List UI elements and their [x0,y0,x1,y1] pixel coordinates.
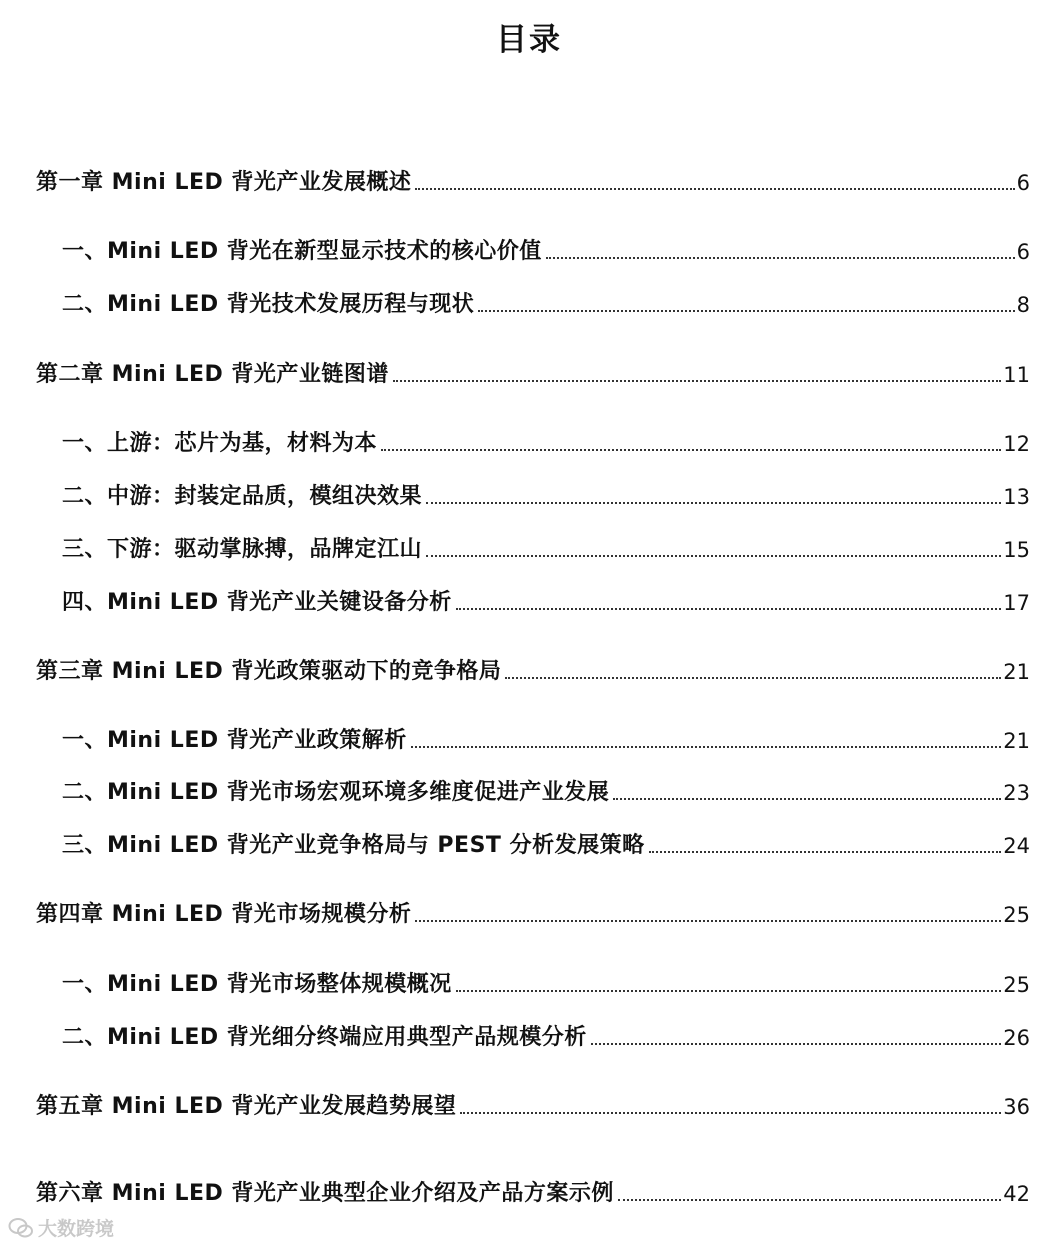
page-title: 目录 [496,22,562,58]
toc-page-number: 25 [1003,973,1030,997]
toc-page-number: 12 [1003,432,1030,456]
toc-chapter-entry[interactable] [36,1092,1030,1122]
wechat-logo-icon [8,1217,34,1239]
toc-entry-label: 一、Mini LED 背光市场整体规模概况 [62,972,452,997]
toc-entry-label: 第二章 Mini LED 背光产业链图谱 [36,362,389,387]
dot-leader [591,1043,1002,1045]
toc-entry-label: 二、Mini LED 背光技术发展历程与现状 [62,292,475,317]
toc-section-entry[interactable] [62,726,1030,756]
toc-chapter-entry[interactable] [36,360,1030,390]
dot-leader [613,798,1001,800]
watermark-text: 大数跨境 [38,1218,115,1240]
toc-chapter-entry[interactable] [36,168,1030,198]
toc-entry-label: 二、Mini LED 背光市场宏观环境多维度促进产业发展 [62,780,610,805]
toc-page-number: 8 [1016,293,1030,317]
toc-page-number: 42 [1003,1182,1030,1206]
dot-leader [426,555,1001,557]
watermark [8,1214,114,1241]
dot-leader [411,746,1002,748]
toc-page-number: 36 [1003,1095,1030,1119]
toc-section-entry[interactable] [62,1023,1030,1053]
dot-leader [393,380,1001,382]
dot-leader [478,310,1014,312]
toc-page-number: 23 [1003,781,1030,805]
toc-page-number: 21 [1003,660,1030,684]
toc-entry-label: 一、Mini LED 背光产业政策解析 [62,728,407,753]
toc-page-number: 11 [1003,363,1030,387]
toc-chapter-entry[interactable] [36,1179,1030,1209]
toc-entry-label: 三、下游：驱动掌脉搏，品牌定江山 [62,537,423,562]
toc-entry-label: 三、Mini LED 背光产业竞争格局与 PEST 分析发展策略 [62,833,645,858]
toc-section-entry[interactable] [62,778,1030,808]
toc-page-number: 26 [1003,1026,1030,1050]
toc-section-entry[interactable] [62,290,1030,320]
toc-entry-label: 二、Mini LED 背光细分终端应用典型产品规模分析 [62,1025,587,1050]
dot-leader [381,449,1001,451]
dot-leader [456,608,1002,610]
dot-leader [505,677,1001,679]
toc-entry-label: 第五章 Mini LED 背光产业发展趋势展望 [36,1094,457,1119]
dot-leader [649,851,1002,853]
toc-entry-label: 第三章 Mini LED 背光政策驱动下的竞争格局 [36,659,502,684]
toc-section-entry[interactable] [62,535,1030,565]
dot-leader [415,188,1014,190]
toc-entry-label: 一、Mini LED 背光在新型显示技术的核心价值 [62,239,542,264]
toc-section-entry[interactable] [62,831,1030,861]
toc-section-entry[interactable] [62,482,1030,512]
toc-section-entry[interactable] [62,237,1030,267]
toc-entry-label: 四、Mini LED 背光产业关键设备分析 [62,590,452,615]
toc-page-number: 15 [1003,538,1030,562]
toc-page-number: 24 [1003,834,1030,858]
dot-leader [618,1199,1001,1201]
toc-page-number: 13 [1003,485,1030,509]
toc-chapter-entry[interactable] [36,657,1030,687]
toc-page-number: 25 [1003,903,1030,927]
toc-entry-label: 第六章 Mini LED 背光产业典型企业介绍及产品方案示例 [36,1181,614,1206]
toc-entry-label: 第四章 Mini LED 背光市场规模分析 [36,902,412,927]
dot-leader [456,990,1002,992]
dot-leader [426,502,1001,504]
toc-entry-label: 二、中游：封装定品质，模组决效果 [62,484,423,509]
dot-leader [415,920,1001,922]
toc-section-entry[interactable] [62,970,1030,1000]
toc-page-number: 17 [1003,591,1030,615]
toc-chapter-entry[interactable] [36,900,1030,930]
toc-entry-label: 一、上游：芯片为基，材料为本 [62,431,378,456]
dot-leader [460,1112,1001,1114]
toc-page-number: 6 [1016,240,1030,264]
toc-section-entry[interactable] [62,429,1030,459]
toc-page-number: 21 [1003,729,1030,753]
toc-entry-label: 第一章 Mini LED 背光产业发展概述 [36,170,412,195]
toc-section-entry[interactable] [62,588,1030,618]
dot-leader [546,257,1015,259]
toc-page-number: 6 [1016,171,1030,195]
